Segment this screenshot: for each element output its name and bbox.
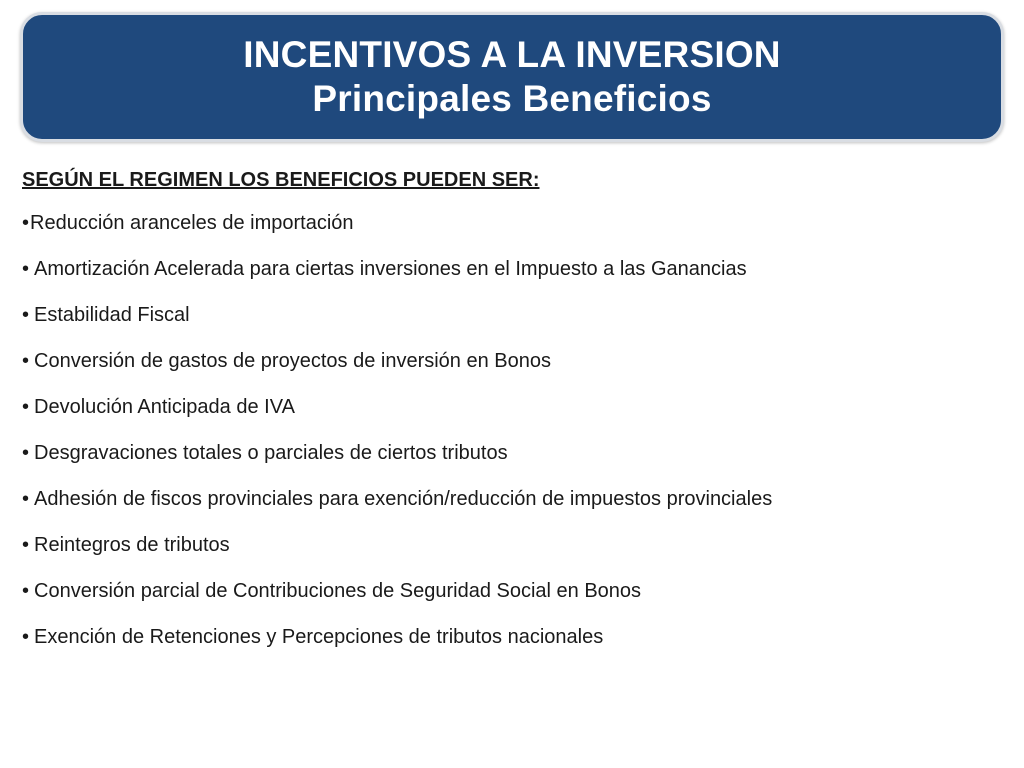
list-item — [22, 200, 1002, 246]
list-item — [22, 522, 1002, 568]
bullet-icon: • — [22, 534, 30, 556]
list-item — [22, 430, 1002, 476]
list-item-text: Estabilidad Fiscal — [34, 304, 190, 326]
list-item-text: Desgravaciones totales o parciales de ciertos tributos — [34, 442, 508, 464]
bullet-icon: • — [22, 258, 30, 280]
list-item-text: Conversión de gastos de proyectos de inversión en Bonos — [34, 350, 551, 372]
list-item — [22, 568, 1002, 614]
list-item — [22, 292, 1002, 338]
bullet-icon: • — [22, 396, 30, 418]
bullet-icon: • — [22, 580, 30, 602]
title-banner — [20, 12, 1004, 142]
bullet-icon: • — [22, 442, 30, 464]
bullet-icon: • — [22, 626, 30, 648]
list-item-text: Conversión parcial de Contribuciones de Seguridad Social en Bonos — [34, 580, 642, 602]
list-item-text: Reintegros de tributos — [34, 534, 230, 556]
bullet-icon: • — [22, 304, 30, 326]
list-item — [22, 614, 1002, 660]
bullet-icon: • — [22, 212, 30, 234]
list-item-text: Devolución Anticipada de IVA — [34, 396, 295, 418]
list-item — [22, 476, 1002, 522]
list-item-text: Amortización Acelerada para ciertas inversiones en el Impuesto a las Ganancias — [34, 258, 747, 280]
benefits-list — [22, 200, 1002, 660]
list-item-text: Reducción aranceles de importación — [30, 212, 354, 234]
bullet-icon: • — [22, 350, 30, 372]
list-item — [22, 384, 1002, 430]
slide-content — [22, 160, 1002, 660]
list-item — [22, 338, 1002, 384]
list-item-text: Exención de Retenciones y Percepciones de tributos nacionales — [34, 626, 604, 648]
slide-subtitle: Principales Beneficios — [312, 78, 712, 119]
bullet-icon: • — [22, 488, 30, 510]
list-item-text: Adhesión de fiscos provinciales para exención/reducción de impuestos provinciales — [34, 488, 773, 510]
section-heading: SEGÚN EL REGIMEN LOS BENEFICIOS PUEDEN SER: — [22, 169, 540, 191]
slide-title: INCENTIVOS A LA INVERSION — [243, 34, 781, 75]
list-item — [22, 246, 1002, 292]
